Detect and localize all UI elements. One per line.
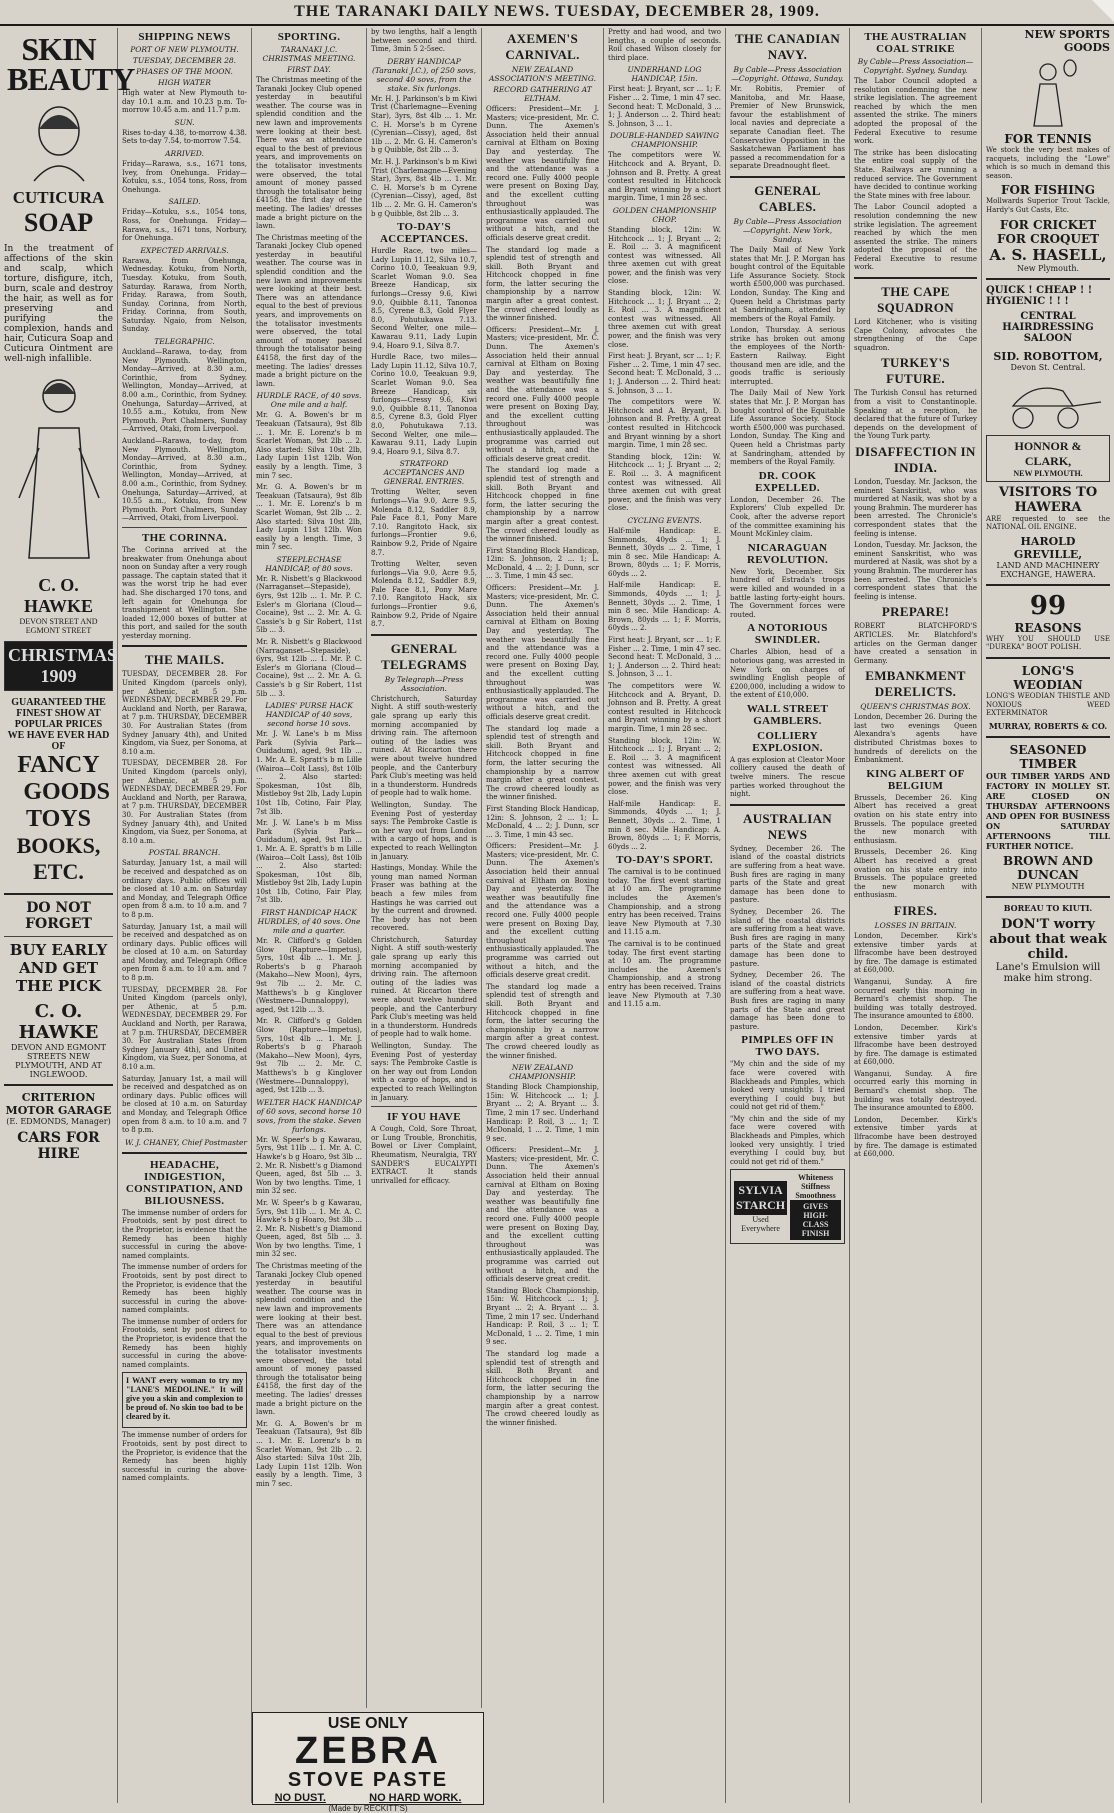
text-mails-more: TUESDAY, DECEMBER 28. For United Kingdom (parcels only), per Athenic, at 5 p.m. WEDNESDAY, DECEMBER 29. For Auckland and North, per Rarawa, at 7 p.m. THURSDAY, DECEMBER 30. For Australian States (from Sydney January 4th), and United Kingdom, via Suez, per Sonoma, at 8.10 a.m. [122, 985, 247, 1071]
text-mails-cont: TUESDAY, DECEMBER 28. For United Kingdom (parcels only), per Athenic, at 5 p.m. WEDNESDAY, DECEMBER 29. For Auckland and North, per Rarawa, at 7 p.m. THURSDAY, DECEMBER 30. For Australian States (from Sydney January 4th), and United Kingdom, via Suez, per Sonoma, at 8.10 a.m. [122, 759, 247, 845]
text-welter: Mr. W. Speer's b g Kawarau, 5yrs, 9st 11lb ... 1. Mr. A. C. Hawke's b g Hoaro, 9st 3lb ... 2. Mr. R. Nisbett's g Diamond Queen, aged, 8st 5lb ... 3. Won by two lengths. Time, 1 min 32 sec. [256, 1135, 362, 1196]
text-coal-strike-more: The Labor Council adopted a resolution condemning the new strike legislation. The agreement reached by which the men assented the strike. The miners adopted the proposal of the Federal Executive to resume work. [854, 203, 977, 272]
heading-king-albert: KING ALBERT OF BELGIUM [866, 767, 965, 792]
heading-pimples: PIMPLES OFF IN TWO DAYS. [741, 1034, 834, 1059]
divider [986, 736, 1110, 738]
figure-illustration [9, 368, 109, 568]
divider [730, 176, 845, 178]
ad-for-cricket: FOR CRICKET [999, 217, 1097, 232]
divider [730, 804, 845, 806]
subhead-ladies-purse: LADIES' PURSE HACK HANDICAP of 40 sovs, second horse 10 sovs. [265, 701, 353, 729]
column-9 [982, 28, 1114, 1803]
ad-longs-text: LONG'S WEODIAN THISTLE AND NOXIOUS WEED EXTERMINATOR [986, 691, 1110, 718]
ad-greville: HAROLD GREVILLE, [1013, 534, 1083, 561]
ad-longs-weodian: LONG'S WEODIAN [1013, 663, 1083, 692]
text-general-cables-2: London, Thursday. A serious strike has broken out among the employees of the North-Eastern Railway. Eight thousand men are idle, and the goods traffic is seriously interrupted. [730, 326, 845, 386]
text-derby: Mr. H. J. Parkinson's b m Kiwi Trist (Charlemagne—Evening Star), 3yrs, 8st 4lb ... 1. Mr. C. H. Morse's b m Cyrene (Cyrenian—Cissy), aged, 8st 1lb ... 2. Mr. G. H. Cameron's b g Quibble, 8st 2lb ... 3. [371, 94, 477, 155]
text-telegrams: Christchurch, Saturday Night. A stiff south-westerly gale sprang up early this morning accompanied by driving rain. The afternoon outing of the ladies was ruined. At Riccarton there were about twelve hundred people, and the Canterbury Park Club's meeting was held in a thunderstorm. Hundreds of people had to walk home. [371, 694, 477, 798]
subhead-derby: DERBY HANDICAP (Taranaki J.C.), of 250 sovs, second 40 sovs, from the stake. Six furlongs. [371, 56, 477, 93]
ad-christmas-heading: CHRISTMAS 1909 [8, 645, 118, 686]
text-fires-2: Wanganui, Sunday. A fire occurred early this morning in Bernard's chemist shop. The building was totally destroyed. The insurance amounted to £800. [854, 977, 977, 1021]
ad-zebra-no-hard-work: NO HARD WORK. [369, 1792, 462, 1804]
ad-cuticura [4, 185, 113, 241]
heading-india: DISAFFECTION IN INDIA. [855, 444, 976, 475]
text-australian-news-more: Sydney, December 26. The island of the coastal districts are suffering from a heat wave. Bush fires are raging in many parts of the State and great damage has been done to pasture. [730, 971, 845, 1031]
ad-99: 99 [1029, 590, 1067, 621]
text-ladies-purse: Mr. J. W. Lane's b m Miss Park (Sylvia Park—Ouidadum), aged, 9st 1lb ... 1. Mr. A. E. Spratt's b m Lille (Wairoa—Colt Lass), 8st 10lb ... 2. Also started: Spokesman, 10st 8lb, Mistleboy 9st 2lb, Lady Lupin 10st 1lb, Cotino, Fair Play, 7st 3lb. [256, 730, 362, 816]
ad-criterion: CRITERION MOTOR GARAGE [5, 1091, 112, 1117]
subhead-date: TUESDAY, DECEMBER 28. [132, 56, 237, 65]
ad-hasell-location: New Plymouth. [1016, 263, 1080, 273]
text-meeting-cont: The Christmas meeting of the Taranaki Jockey Club opened yesterday in beautiful weather. The course was in splendid condition and the new lawn and improvements were looking at their best. There was an attendance equal to the best of previous years, and improvements on the totalisator investments were observed, the total amount of money passed through the totalisator being £4158, the first day of the meeting. The ladies' dresses made a bright picture on the lawn. [256, 233, 362, 388]
subhead-cycling: CYCLING EVENTS. [627, 515, 702, 525]
carriage-illustration [993, 376, 1103, 431]
ad-christmas-text: GUARANTEED THE FINEST SHOW AT POPULAR PRICES WE HAVE EVER HAD OF [7, 697, 110, 752]
text-double-end: The competitors were W. Hitchcock and A. Bryant, D. Johnson and B. Pretty. A great contest resulted in Hitchcock and Bryant winning by a short margin. Time, 1 min 28 sec. [608, 682, 721, 733]
heading-fires: FIRES. [893, 902, 938, 918]
ad-sylvia-used: Used Everywhere [741, 1214, 780, 1233]
ad-visitors-hawera: VISITORS TO HAWERA [998, 484, 1098, 515]
heading-shipping: SHIPPING NEWS [138, 31, 231, 43]
subhead-welter: WELTER HACK HANDICAP of 60 sovs, second horse 10 sovs, from the stake. Seven furlongs. [256, 1097, 362, 1134]
text-telegraphic: Auckland—Rarawa, to-day, from New Plymouth. Wellington, Monday—Arrived, at 8.30 a.m., Corinthic, from Sydney. Wellington, Monday—Arrived, at 8.00 a.m., Corinthic, from Sydney. Onehunga, Saturday—Arrived, at 10.55 a.m., Kotuku, from New Plymouth. Port Chalmers, Sunday—Arrived, Otaki, from Liverpool. [122, 348, 247, 434]
text-double-sawing: The competitors were W. Hitchcock and A. Bryant, D. Johnson and B. Pretty. A great contest resulted in Hitchcock and Bryant winning by a short margin. Time, 1 min 28 sec. [608, 151, 721, 203]
column-8 [850, 28, 982, 1803]
ad-honnor-name: HONNOR & CLARK, [1014, 438, 1082, 468]
subhead-queens-box: QUEEN'S CHRISTMAS BOX. [860, 702, 971, 712]
subhead-stratford: STRATFORD ACCEPTANCES AND GENERAL ENTRIES. [383, 459, 465, 487]
divider [986, 657, 1110, 659]
subhead-hack-hurdles: FIRST HANDICAP HACK HURDLES, of 40 sovs. One mile and a quarter. [257, 908, 361, 936]
text-welter-cont: Mr. W. Speer's b g Kawarau, 5yrs, 9st 11lb ... 1. Mr. A. C. Hawke's b g Hoaro, 9st 3lb ... 2. Mr. R. Nisbett's g Diamond Queen, aged, 8st 5lb ... 3. Won by two lengths. Time, 1 min 32 sec. [256, 1198, 362, 1259]
subhead-sailed: SAILED. [168, 197, 201, 207]
text-sailed: Friday—Kotuku, s.s., 1054 tons, Ross, for Onehunga. Friday—Rarawa, s.s., 1671 tons, Norbury, for Onehunga. [122, 208, 247, 243]
text-axemen-end: Officers: President—Mr. J. Masters; vice-president, Mr. C. Dunn. The Axemen's Association held their annual carnival at Eltham on Boxing Day and yesterday. The weather was beautifully fine and the attendance was a record one. Fully 4000 people were present on Boxing Day, and the excellent cutting throughout was enthusiastically applauded. The programme was carried out without a hitch, and the officials deserve great credit. [486, 1146, 599, 1284]
text-top: Pretty and had wood, and two lengths, a couple of seconds. Roil chased Wilson closely for third place. [608, 28, 721, 62]
ad-hawke-addr2: EGMONT STREET [25, 626, 92, 635]
ad-do-not-forget: DO NOT FORGET [25, 900, 92, 932]
divider [122, 527, 247, 528]
ad-christmas [4, 641, 118, 691]
text-nicaragua: New York, December. Six hundred of Estrada's troops were killed and wounded in a battle lasting forty-eight hours. The Government forces were routed. [730, 567, 845, 619]
text-australian-news: Sydney, December 26. The island of the coastal districts are suffering from a heat wave. Bush fires are raging in many parts of the State and great damage has been done to pasture. [730, 844, 845, 905]
text-hurdles-more: Mr. G. A. Bowen's br m Teeakuan (Tatsaura), 9st 8lb ... 1. Mr. E. Lorenz's b m Scarlet Woman, 9st 2lb ... 2. Also started: Silva 10st 2lb, Lady Lupin 11st 12lb. Won easily by a length. Time, 3 min 7 sec. [256, 1419, 362, 1488]
ad-boreau: BOREAU TO KIUTI. [1003, 902, 1093, 913]
text-championship: Standing Block Championship, 15in: W. Hitchcock ... 1; J. Bryant ... 2; A. Bryant ... 3. Time, 2 min 17 sec. Underhand Handicap: P. Roil, 3 ... 1; T. McDonald, 1 ... 2. Time, 1 min 9 sec. [486, 1083, 599, 1143]
heading-headache: HEADACHE, INDIGESTION, CONSTIPATION, AND BILIOUSNESS. [125, 1158, 244, 1207]
text-losses-more: London, December. Kirk's extensive timber yards at Ilfracombe have been destroyed by fire. The damage is estimated at £60,000. [854, 1023, 977, 1067]
subhead-championship: NEW ZEALAND CHAMPIONSHIP. [509, 1063, 576, 1082]
text-cape-squadron: Lord Kitchener, who is visiting Cape Colony, advocates the strengthening of the Cape squadron. [854, 318, 977, 352]
text-telegrams-2: Wellington, Sunday. The Evening Post of yesterday says: The Pembroke Castle is on her way out from London with a cargo of hops, and is expected to reach Wellington in January. [371, 800, 477, 861]
column-1 [0, 28, 135, 1803]
column-7 [726, 28, 850, 1803]
ad-for-croquet: FOR CROQUET [996, 231, 1100, 246]
text-log-more: First heat: J. Bryant, scr ... 1; F. Fisher ... 2. Time, 1 min 47 sec. Second heat: T. McDonald, 3 ... 1; J. Anderson ... 2. Third heat: S. Johnson, 3 ... 1. [608, 352, 721, 395]
text-high-water: High water at New Plymouth to-day 10.1 a.m. and 10.23 p.m. To-morrow 10.45 a.m. and 11.7 p.m. [122, 89, 247, 115]
ad-murray-roberts: MURRAY, ROBERTS & CO. [988, 720, 1108, 731]
text-cycling-cont: Half-mile Handicap: E. Simmonds, 40yds ... 1; J. Bennett, 30yds ... 2. Time, 1 min 8 sec. Mile Handicap: A. Brown, 80yds ... 1; F. Morris, 60yds ... 2. [608, 581, 721, 633]
ad-sylvia-whiteness: Whiteness Stiffness Smoothness [795, 1173, 836, 1201]
text-stratford-cont: Trotting Welter, seven furlongs—Via 9.0, Acre 9.5, Molenda 8.12, Saddler 8.9, Pale Face 8.1, Pony Mare 7.10. Rangitoto Hack, six furlongs—Frontier 9.6, Rainbow 9.2, Pride of Ngaire 8.7. [371, 560, 477, 629]
text-telegrams-more-2: Wellington, Sunday. The Evening Post of yesterday says: The Pembroke Castle is on her way out from London with a cargo of hops, and is expected to reach Wellington in January. [371, 1042, 477, 1102]
ad-hawke-addr1: DEVON STREET AND [19, 617, 98, 626]
text-derby-cont: Mr. H. J. Parkinson's b m Kiwi Trist (Charlemagne—Evening Star), 3yrs, 8st 4lb ... 1. Mr. C. H. Morse's b m Cyrene (Cyrenian—Cissy), aged, 8st 1lb ... 2. Mr. G. H. Cameron's b g Quibble, 8st 2lb ... 3. [371, 157, 477, 218]
text-queens-box: London, December 26. During the last two evenings Queen Alexandra's agents have distributed Christmas boxes to hundreds of derelicts on the Embankment. [854, 713, 977, 765]
text-axemen-cont-2: The standard log made a splendid test of strength and skill. Both Bryant and Hitchcock chopped in fine form, the latter securing the championship by a narrow margin after a great contest. The crowd cheered loudly as the winner finished. [486, 466, 599, 544]
subhead-phases: PHASES OF THE MOON. [136, 67, 233, 76]
text-ladies-purse-cont: Mr. J. W. Lane's b m Miss Park (Sylvia Park—Ouidadum), aged, 9st 1lb ... 1. Mr. A. E. Spratt's b m Lille (Wairoa—Colt Lass), 8st 10lb ... 2. Also started: Spokesman, 10st 8lb, Mistleboy 9st 2lb, Lady Lupin 10st 1lb, Cotino, Fair Play, 7st 3lb. [256, 819, 362, 905]
heading-mails: THE MAILS. [144, 652, 225, 668]
text-postal: Saturday, January 1st, a mail will be received and despatched as on ordinary days. Public offices will be closed at 10 a.m. on Saturday and Monday, and Telegraph Office open from 8 a.m. to 10 a.m. and 7 to 8 p.m. [122, 859, 247, 919]
text-todays-sport: The carnival is to be continued today. The first event starting at 10 am. The programme includes the Axemen's Championship, and a strong entry has been received. Trains leave New Plymouth at 7.30 and 11.15 a.m. [608, 868, 721, 937]
text-axemen: Officers: President—Mr. J. Masters; vice-president, Mr. C. Dunn. The Axemen's Association held their annual carnival at Eltham on Boxing Day and yesterday. The weather was beautifully fine and the attendance was a record one. Fully 4000 people were present on Boxing Day, and the excellent cutting throughout was enthusiastically applauded. The programme was carried out without a hitch, and the officials deserve great credit. [486, 105, 599, 242]
heading-prepare: PREPARE! [881, 604, 950, 620]
ad-skin-beauty [4, 31, 135, 97]
heading-corinna: THE CORINNA. [142, 531, 227, 544]
ad-cuticura-text: In the treatment of affections of the skin and scalp, which torture, disfigure, itch, burn, scale and destroy the hair, as well as for preserving and purifying the complexion, hands and hair, Cuticura Soap and Cuticura Ointment are well-nigh infallible. [4, 244, 113, 364]
ad-hasell: A. S. HASELL, [989, 245, 1107, 264]
divider [371, 634, 477, 636]
ad-robottom: SID. ROBOTTOM, [993, 349, 1103, 363]
divider [854, 277, 977, 279]
text-golden-chop-cont: Standing block, 12in: W. Hitchcock ... 1; J. Bryant ... 2; E. Roil ... 3. A magnificent contest was witnessed. All three axemen cut with great power, and the finish was very close. [608, 289, 721, 349]
column-6 [604, 28, 726, 1803]
divider [122, 1152, 247, 1154]
text-swindler: Charles Albion, head of a notorious gang, was arrested in New York on charges of swindling English people of £200,000, including a widow to the extent of £10,000. [730, 648, 845, 700]
heading-australian-news: AUSTRALIAN NEWS [743, 810, 832, 842]
subhead-navy: By Cable—Press Association—Copyright. Ottawa, Sunday. [731, 65, 844, 83]
text-headache-end: The immense number of orders for Frootoids, sent by post direct to the Proprietor, is evidence that the Remedy has been highly successful in curing the above-named complaints. [122, 1431, 247, 1483]
ad-lanes-emulsion: Lane's Emulsion will make him strong. [995, 961, 1101, 984]
text-fires-more: Wanganui, Sunday. A fire occurred early this morning in Bernard's chemist shop. The building was totally destroyed. The insurance amounted to £800. [854, 1069, 977, 1113]
text-golden-more: Standing block, 12in: W. Hitchcock ... 1; J. Bryant ... 2; E. Roil ... 3. A magnificent contest was witnessed. All three axemen cut with great power, and the finish was very close. [608, 452, 721, 513]
text-axemen-more-2: The standard log made a splendid test of strength and skill. Both Bryant and Hitchcock chopped in fine form, the latter securing the championship by a narrow margin after a great contest. The crowd cheered loudly as the winner finished. [486, 724, 599, 802]
subhead-high-water: HIGH WATER [158, 78, 211, 87]
ad-for-tennis: FOR TENNIS [1004, 132, 1092, 146]
ad-visitors-text: ARE requested to see the NATIONAL OIL ENGINE. [986, 514, 1110, 532]
subhead-telegraphic: TELEGRAPHIC. [154, 337, 215, 347]
column-4 [367, 28, 482, 1708]
ad-seasoned-timber: SEASONED TIMBER [1009, 742, 1087, 771]
divider [986, 896, 1110, 898]
text-headache-cont: The immense number of orders for Frootoids, sent by post direct to the Proprietor, is evidence that the Remedy has been highly successful in curing the above-named complaints. [122, 1263, 247, 1315]
text-navy: Mr. Robitis, Premier of Manitoba, and Mr. Haase, Premier of New Brunswick, favour the establishment of local navies and depreciate a separate Canadian fleet. The Conservative Opposition in the Saskatchewan Parliament has passed a recommendation for a separate Dreadnought fleet. [730, 85, 845, 171]
subhead-arrived: ARRIVED. [165, 148, 204, 158]
ad-sylvia-name: SYLVIA STARCH [734, 1181, 787, 1215]
text-losses-end: London, December. Kirk's extensive timber yards at Ilfracombe have been destroyed by fire. The damage is estimated at £60,000. [854, 1115, 977, 1159]
heading-if-you-have: IF YOU HAVE [387, 1111, 461, 1124]
text-colliery: A gas explosion at Cleator Moor colliery caused the death of twelve miners. The rescue parties worked throughout the night. [730, 755, 845, 799]
ad-zebra-no-dust: NO DUST. [274, 1792, 326, 1804]
text-golden-chop: Standing block, 12in: W. Hitchcock ... 1; J. Bryant ... 2; E. Roil ... 3. A magnificent contest was witnessed. All three axemen cut with great power, and the finish was very close. [608, 225, 721, 286]
text-steeplechase: Mr. R. Nisbett's g Blackwood (Narraganset—Stepaside), 6yrs, 9st 12lb ... 1. Mr. P. C. Esler's m Gloriana (Cloud—Cocaine), 9st ... 2. Mr. A. G. Cassie's b g Sir Robert, 11st 5lb ... 3. [256, 574, 362, 635]
subhead-postal: POSTAL BRANCH. [148, 848, 221, 858]
text-turkeys-future: The Turkish Consul has returned from a visit to Constantinople. Speaking at a reception, he declared that the future of Turkey depends on the development of the Young Turk party. [854, 389, 977, 441]
divider [4, 1084, 113, 1086]
text-mails: TUESDAY, DECEMBER 28. For United Kingdom (parcels only), per Athenic, at 5 p.m. WEDNESDAY, DECEMBER 29. For Auckland and North, per Rarawa, at 7 p.m. THURSDAY, DECEMBER 30. For Australian States (from Sydney January 4th), and United Kingdom, via Suez, per Sonoma, at 8.10 a.m. [122, 670, 247, 756]
text-hack-hurdles-cont: Mr. R. Clifford's g Golden Glow (Rapture—Impetus), 5yrs, 10st 4lb ... 1. Mr. J. Roberts's b g Pharaoh (Makaho—New Moon), 4yrs, 9st 7lb ... 2. Mr. C. Matthews's b g Kinglover (Westmere—Dunnaloppy), aged, 9st 12lb ... 3. [256, 1017, 362, 1095]
text-axemen-more-4: Officers: President—Mr. J. Masters; vice-president, Mr. C. Dunn. The Axemen's Association held their annual carnival at Eltham on Boxing Day and yesterday. The weather was beautifully fine and the attendance was a record one. Fully 4000 people were present on Boxing Day, and the excellent cutting throughout was enthusiastically applauded. The programme was carried out without a hitch, and the officials deserve great credit. [486, 842, 599, 980]
ad-hawke [4, 572, 113, 638]
lady-portrait-illustration [14, 101, 104, 181]
ad-brown-location: NEW PLYMOUTH [1011, 881, 1085, 891]
text-acceptances: Hurdle Race, two miles—Lady Lupin 11.12, Silva 10.7, Corino 10.0, Teeakuan 9.9, Scarlet Woman 9.0. Sea Breeze Handicap, six furlongs—Cressy 9.6, Kiwi 9.0, Quibble 8.11, Tanonoa 8.5, Cyrene 8.3, Gold Flyer 8.0, Pohutukawa 7.13. Second Welter, one mile—Kawarau 9.11, Lady Lupin 9.4, Hoaro 9.1, Silva 8.7. [371, 247, 477, 350]
subhead-golden-chop: GOLDEN CHAMPIONSHIP CHOP. [612, 205, 717, 224]
divider [122, 645, 247, 647]
ad-tennis-text: We stock the very best makes of racquets, including the "Lowe" which is so much in demand this season. [986, 146, 1110, 180]
ad-honnor-clark [986, 435, 1110, 482]
ad-hawke-2: C. O. HAWKE [18, 1001, 99, 1043]
subhead-general-cables: By Cable—Press Association—Copyright. New York, Sunday. [733, 216, 842, 244]
heading-canadian-navy: THE CANADIAN NAVY. [734, 31, 841, 62]
ad-hawke-name: C. O. HAWKE [23, 575, 93, 616]
text-hurdles-cont: Mr. G. A. Bowen's br m Teeakuan (Tatsaura), 9st 8lb ... 1. Mr. E. Lorenz's b m Scarlet Woman, 9st 2lb ... 2. Also started: Silva 10st 2lb, Lady Lupin 11st 12lb. Won easily by a length. Time, 3 min 7 sec. [256, 483, 362, 552]
text-cycling-more: Half-mile Handicap: E. Simmonds, 40yds ... 1; J. Bennett, 30yds ... 2. Time, 1 min 8 sec. Mile Handicap: A. Brown, 80yds ... 1; F. Morris, 60yds ... 2. [608, 799, 721, 851]
subhead-double-sawing: DOUBLE-HANDED SAWING CHAMPIONSHIP. [609, 131, 719, 150]
ad-buy-early: BUY EARLY AND GET THE PICK [9, 941, 108, 995]
text-hack-hurdles: Mr. R. Clifford's g Golden Glow (Rapture—Impetus), 5yrs, 10st 4lb ... 1. Mr. J. Roberts's b g Pharaoh (Makaho—New Moon), 4yrs, 9st 7lb ... 2. Mr. C. Matthews's b g Kinglover (Westmere—Dunnaloppy), aged, 9st 12lb ... 3. [256, 937, 362, 1014]
heading-general-cables: GENERAL CABLES. [754, 182, 821, 214]
subhead-losses: LOSSES IN BRITAIN. [874, 920, 957, 930]
heading-colliery: COLLIERY EXPLOSION. [752, 729, 823, 754]
ad-sports-goods: NEW SPORTS GOODS [1024, 28, 1110, 54]
text-king-albert-cont: Brussels, December 26. King Albert has received a great ovation on his state entry into Brussels. The populace greeted the new monarch with enthusiasm. [854, 848, 977, 900]
text-pimples: "My chin and the side of my face were covered with Blackheads and Pimples, which looked very unsightly. I tried everything I could buy, but could not get rid of them." [730, 1060, 845, 1112]
ad-cars-for-hire: CARS FOR HIRE [17, 1130, 100, 1162]
ad-zebra-stove-paste [252, 1712, 484, 1813]
text-axemen-more: Officers: President—Mr. J. Masters; vice-president, Mr. C. Dunn. The Axemen's Association held their annual carnival at Eltham on Boxing Day and yesterday. The weather was beautifully fine and the attendance was a record one. Fully 4000 people were present on Boxing Day, and the excellent cutting throughout was enthusiastically applauded. The programme was carried out without a hitch, and the officials deserve great credit. [486, 584, 599, 721]
text-telegrams-3: Hastings, Monday. While the young man named Norman Fraser was bathing at the beach a few miles from Hastings he was carried out by the current and drowned. The body has not been recovered. [371, 864, 477, 933]
ad-hawke-2-addr: DEVON AND EGMONT STREETS NEW PLYMOUTH, AND AT INGLEWOOD. [10, 1043, 107, 1079]
text-expected: Rarawa, from Onehunga, Wednesday. Kotuku, from North, Tuesday. Kotuku, from South, Saturday. Rarawa, from North, Friday. Rarawa, from South, Sunday. Corinna, from North, Friday. Corinna, from South, Saturday. Ngaio, from Nelson, Sunday. [122, 256, 247, 334]
ad-sylvia-gives: GIVES HIGH-CLASS FINISH [790, 1200, 841, 1240]
ad-reasons-text: WHY YOU SHOULD USE "DUREKA" BOOT POLISH. [986, 634, 1110, 652]
text-axemen-more-5: The standard log made a splendid test of strength and skill. Both Bryant and Hitchcock chopped in fine form, the latter securing the championship by a narrow margin after a great contest. The crowd cheered loudly as the winner finished. [486, 982, 599, 1060]
text-arrived: Friday—Rarawa, s.s., 1671 tons, Ivey, from Onehunga. Friday—Kotuku, s.s., 1054 tons, Ross, from Onehunga. [122, 159, 247, 194]
ad-skin-heading: SKIN BEAUTY [7, 31, 135, 97]
ad-fancy-goods [4, 694, 113, 888]
text-dr-cook: London, December 26. The Explorers' Club expelled Dr. Cook, after the adverse report of the committee examining his Mount McKinley claim. [730, 495, 845, 539]
text-general-cables: The Daily Mail of New York states that Mr. J. P. Morgan has bought control of the Equitable Life Assurance Society. Stock worth £500,000 was purchased. London, Sunday. The King and Queen held a Christmas party at Sandringham, attended by members of the Royal Family. [730, 245, 845, 323]
divider [371, 1106, 477, 1107]
ad-greville-sub: LAND AND MACHINERY EXCHANGE, HAWERA. [996, 560, 1100, 579]
text-hurdles: Mr. G. A. Bowen's br m Teeakuan (Tatsaura), 9st 8lb ... 1. Mr. E. Lorenz's b m Scarlet Woman, 9st 2lb ... 2. Also started: Silva 10st 2lb, Lady Lupin 11st 12lb. Won easily by a length. Time, 3 min 7 sec. [256, 411, 362, 480]
heading-coal-strike: THE AUSTRALIAN COAL STRIKE [864, 31, 967, 55]
ad-zebra-maker: (Made by RECKITT'S) [328, 1804, 408, 1813]
text-telegraphic-cont: Auckland—Rarawa, to-day, from New Plymouth. Wellington, Monday—Arrived, at 8.30 a.m., Corinthic, from Sydney. Wellington, Monday—Arrived, at 8.00 a.m., Corinthic, from Sydney. Onehunga, Saturday—Arrived, at 10.55 a.m., Kotuku, from New Plymouth. Port Chalmers, Sunday—Arrived, Otaki, from Liverpool. [122, 437, 247, 523]
subhead-record: RECORD GATHERING AT ELTHAM. [493, 85, 592, 103]
text-meeting: The Christmas meeting of the Taranaki Jockey Club opened yesterday in beautiful weather. The course was in splendid condition and the new lawn and improvements were looking at their best. There was an attendance equal to the best of previous years, and improvements on the totalisator investments were observed, the total amount of money passed through the totalisator being £4158, the first day of the meeting. The ladies' dresses made a bright picture on the lawn. [256, 76, 362, 231]
column-5 [482, 28, 604, 1803]
heading-wall-street: WALL STREET GAMBLERS. [746, 702, 829, 727]
text-losses: London, December. Kirk's extensive timber yards at Ilfracombe have been destroyed by fire. The damage is estimated at £60,000. [854, 931, 977, 975]
subhead-telegrams: By Telegraph—Press Association. [384, 674, 464, 693]
text-general-cables-more: The Daily Mail of New York states that Mr. J. P. Morgan has bought control of the Equitable Life Assurance Society. Stock worth £500,000 was purchased. London, Sunday. The King and Queen held a Christmas party at Sandringham, attended by members of the Royal Family. [730, 389, 845, 467]
ad-brown-duncan: BROWN AND DUNCAN [1003, 853, 1093, 882]
heading-cape-squadron: THE CAPE SQUADRON [877, 284, 954, 316]
text-postal-more: Saturday, January 1st, a mail will be received and despatched as on ordinary days. Public offices will be closed at 10 a.m. on Saturday and Monday, and Telegraph Office open from 8 a.m. to 10 a.m. and 7 to 8 p.m. [122, 1074, 247, 1135]
text-axemen-2: The standard log made a splendid test of strength and skill. Both Bryant and Hitchcock chopped in fine form, the latter securing the championship by a narrow margin after a great contest. The crowd cheered loudly as the winner finished. [486, 245, 599, 323]
text-underhand-log: First heat: J. Bryant, scr ... 1; F. Fisher ... 2. Time, 1 min 47 sec. Second heat: T. McDonald, 3 ... 1; J. Anderson ... 2. Third heat: S. Johnson, 3 ... 1. [608, 85, 721, 128]
text-sun: Rises to-day 4.38, to-morrow 4.38. Sets to-day 7.54, to-morrow 7.54. [122, 128, 247, 146]
subhead-association: NEW ZEALAND ASSOCIATION'S MEETING. [489, 65, 596, 83]
ad-dont-worry: DON'T worry about that weak child. [989, 916, 1107, 962]
text-coal-strike-2: The strike has been dislocating the entire coal supply of the State. Railways are running a reduced service. The Government have decided to continue working the State mines with free labour. [854, 148, 977, 200]
ad-fancy: FANCY [17, 752, 100, 778]
heading-sporting: SPORTING. [277, 31, 341, 43]
text-corinna: The Corinna arrived at the breakwater from Onehunga about noon on Sunday after a very rough passage. The captain stated that it was the worst trip he had ever had. She discharged 170 tons, and left again for Onehunga for transhipment at Wellington. She loaded 12,000 boxes of butter at this port, and sailed for the south yesterday morning. [122, 545, 247, 640]
text-india-cont: London, Tuesday. Mr. Jackson, the eminent Sanskritist, who was murdered at Nasik, was shot by a young Brahmin. The murderer has been arrested. The Chronicle's correspondent states that the feeling is intense. [854, 541, 977, 601]
text-prepare: ROBERT BLATCHFORD'S ARTICLES. Mr. Blatchford's articles on the German danger have created a sensation in Germany. [854, 622, 977, 665]
text-axemen-more-3: First Standing Block Handicap, 12in: S. Johnson, 2 ... 1; L. McDonald, 4 ... 2; J. Dunn, scr ... 3. Time, 1 min 43 sec. [486, 804, 599, 839]
ad-reasons: REASONS [1014, 620, 1082, 635]
text-if-you-have: A Cough, Cold, Sore Throat, or Lung Trouble, Bronchitis, Bowel or Liver Complaint, Rheumatism, Neuralgia, TRY SANDER'S EUCALYPTI EXTRACT. It stands unrivalled for efficacy. [371, 1125, 477, 1185]
divider [4, 893, 113, 895]
heading-nicaragua: NICARAGUAN REVOLUTION. [746, 541, 828, 566]
tennis-player-illustration [1018, 58, 1078, 128]
subhead-underhand-log: UNDERHAND LOG HANDICAP, 15in. [627, 65, 702, 84]
subhead-sun: SUN. [174, 117, 195, 127]
postmaster-signature: W. J. CHANEY, Chief Postmaster [125, 1137, 247, 1147]
heading-dr-cook: DR. COOK EXPELLED. [755, 469, 820, 494]
text-king-albert: Brussels, December 26. King Albert has received a great ovation on his state entry into Brussels. The populace greeted the new monarch with enthusiasm. [854, 793, 977, 845]
subhead-first-day: FIRST DAY. [287, 65, 331, 74]
text-axemen-end-2: The standard log made a splendid test of strength and skill. Both Bryant and Hitchcock chopped in fine form, the latter securing the championship by a narrow margin after a great contest. The crowd cheered loudly as the winner finished. [486, 1349, 599, 1427]
masthead: THE TARANAKI DAILY NEWS. TUESDAY, DECEMBER 28, 1909. [0, 0, 1114, 26]
text-postal-cont: Saturday, January 1st, a mail will be received and despatched as on ordinary days. Public offices will be closed at 10 a.m. on Saturday and Monday, and Telegraph Office open from 8 a.m. to 10 a.m. and 7 to 8 p.m. [122, 922, 247, 983]
text-cycling: Half-mile Handicap: E. Simmonds, 40yds ... 1; J. Bennett, 30yds ... 2. Time, 1 min 8 sec. Mile Handicap: A. Brown, 80yds ... 1; F. Morris, 60yds ... 2. [608, 526, 721, 578]
column-3 [252, 28, 367, 1708]
ad-soap-word: SOAP [23, 208, 94, 237]
ad-goods: GOODS [23, 779, 110, 805]
text-acceptances-cont: Hurdle Race, two miles—Lady Lupin 11.12, Silva 10.7, Corino 10.0, Teeakuan 9.9, Scarlet Woman 9.0. Sea Breeze Handicap, six furlongs—Cressy 9.6, Kiwi 9.0, Quibble 8.11, Tanonoa 8.5, Cyrene 8.3, Gold Flyer 8.0, Pohutukawa 7.13. Second Welter, one mile—Kawarau 9.11, Lady Lupin 9.4, Hoaro 9.1, Silva 8.7. [371, 353, 477, 456]
heading-axemens-carnival: AXEMEN'S CARNIVAL. [505, 31, 580, 62]
text-continued: by two lengths, half a length between second and third. Time, 3min 5 2-5sec. [371, 28, 477, 54]
text-pimples-cont: "My chin and the side of my face were covered with Blackheads and Pimples, which looked very unsightly. I tried everything I could buy, but could not get rid of them." [730, 1114, 845, 1166]
ad-sylvia-starch [730, 1169, 845, 1244]
subhead-coal-strike: By Cable—Press Association—Copyright. Sydney, Sunday. [857, 57, 974, 75]
ad-cuticura-word: CUTICURA [12, 188, 105, 207]
subhead-steeplechase: STEEPLECHASE HANDICAP, of 80 sovs. [265, 554, 353, 573]
text-headache-more: The immense number of orders for Frootoids, sent by post direct to the Proprietor, is evidence that the Remedy has been highly successful in curing the above-named complaints. [122, 1317, 247, 1369]
text-telegrams-more: Christchurch, Saturday Night. A stiff south-westerly gale sprang up early this morning accompanied by driving rain. The afternoon outing of the ladies was ruined. At Riccarton there were about twelve hundred people, and the Canterbury Park Club's meeting was held in a thunderstorm. Hundreds of people had to walk home. [371, 935, 477, 1039]
subhead-expected: EXPECTED ARRIVALS. [140, 245, 229, 255]
heading-embankment: EMBANKMENT DERELICTS. [865, 668, 966, 700]
text-double-more: The competitors were W. Hitchcock and A. Bryant, D. Johnson and B. Pretty. A great contest resulted in Hitchcock and Bryant winning by a short margin. Time, 1 min 28 sec. [608, 398, 721, 450]
text-steeplechase-cont: Mr. R. Nisbett's g Blackwood (Narraganset—Stepaside), 6yrs, 9st 12lb ... 1. Mr. P. C. Esler's m Gloriana (Cloud—Cocaine), 9st ... 2. Mr. A. G. Cassie's b g Sir Robert, 11st 5lb ... 3. [256, 638, 362, 698]
ad-central-hairdressing: CENTRAL HAIRDRESSING SALOON [1002, 310, 1094, 344]
ad-seasoned-text: OUR TIMBER YARDS AND FACTORY IN MOLLEY ST. ARE CLOSED ON THURSDAY AFTERNOONS AND OPEN FOR BUSINESS ON SATURDAY AFTERNOONS TILL FURTHER NOTICE. [986, 770, 1110, 851]
text-axemen-3: First Standing Block Handicap, 12in: S. Johnson, 2 ... 1; L. McDonald, 4 ... 2; J. Dunn, scr ... 3. Time, 1 min 43 sec. [486, 546, 599, 581]
heading-turkeys-future: TURKEY'S FUTURE. [881, 355, 950, 387]
text-headache: The immense number of orders for Frootoids, sent by post direct to the Proprietor, is evidence that the Remedy has been highly successful in curing the above-named complaints. [122, 1208, 247, 1260]
heading-general-telegrams: GENERAL TELEGRAMS [381, 640, 467, 672]
subhead-port: PORT OF NEW PLYMOUTH. [130, 45, 239, 54]
ad-criterion-sub: (E. EDMONDS, Manager) [6, 1117, 111, 1126]
ad-fishing-text: Mollwards Superior Trout Tackle, Hardy's Gut Casts, Etc. [986, 197, 1110, 214]
subhead-hurdles: HURDLE RACE, of 40 sovs. One mile and a half. [256, 391, 362, 410]
ad-toys: TOYS [26, 806, 91, 832]
ad-books: BOOKS, ETC. [16, 833, 101, 884]
subhead-meeting: TARANAKI J.C. CHRISTMAS MEETING. [262, 45, 356, 63]
text-todays-sport-cont: The carnival is to be continued today. The first event starting at 10 am. The programme includes the Axemen's Championship, and a strong entry has been received. Trains leave New Plymouth at 7.30 and 11.15 a.m. [608, 940, 721, 1009]
divider [4, 936, 113, 937]
heading-acceptances: TO-DAY'S ACCEPTANCES. [379, 221, 469, 246]
column-2 [118, 28, 252, 1803]
ad-zebra-stove-paste-word: STOVE PASTE [287, 1769, 449, 1791]
text-meeting-more: The Christmas meeting of the Taranaki Jockey Club opened yesterday in beautiful weather. The course was in splendid condition and the new lawn and improvements were looking at their best. There was an attendance equal to the best of previous years, and improvements on the totalisator investments were observed, the total amount of money passed through the totalisator being £4158, the first day of the meeting. The ladies' dresses made a bright picture on the lawn. [256, 1262, 362, 1417]
ad-zebra-word: ZEBRA [295, 1730, 441, 1772]
ad-lanes-text: I WANT every woman to try my "LANE'S MEDOLINE." It will give you a skin and complexion to be proud of. No skin too bad to be cleared by it. [126, 1376, 243, 1422]
text-log-end: First heat: J. Bryant, scr ... 1; F. Fisher ... 2. Time, 1 min 47 sec. Second heat: T. McDonald, 3 ... 1; J. Anderson ... 2. Third heat: S. Johnson, 3 ... 1. [608, 636, 721, 679]
divider [986, 584, 1110, 586]
ad-zebra-use-only: USE ONLY [327, 1715, 409, 1732]
ad-for-fishing: FOR FISHING [1000, 183, 1096, 198]
text-stratford: Trotting Welter, seven furlongs—Via 9.0, Acre 9.5, Molenda 8.12, Saddler 8.9, Pale Face 8.1, Pony Mare 7.10. Rangitoto Hack, six furlongs—Frontier 9.6, Rainbow 9.2, Pride of Ngaire 8.7. [371, 488, 477, 557]
heading-todays-sport: TO-DAY'S SPORT. [616, 854, 713, 867]
ad-honnor-location: NEW PLYMOUTH. [1013, 468, 1083, 478]
text-india: London, Tuesday. Mr. Jackson, the eminent Sanskritist, who was murdered at Nasik, was shot by a young Brahmin. The murderer has been arrested. The Chronicle's correspondent states that the feeling is intense. [854, 478, 977, 538]
text-championship-cont: Standing Block Championship, 15in: W. Hitchcock ... 1; J. Bryant ... 2; A. Bryant ... 3. Time, 2 min 17 sec. Underhand Handicap: P. Roil, 3 ... 1; T. McDonald, 1 ... 2. Time, 1 min 9 sec. [486, 1286, 599, 1347]
text-axemen-cont: Officers: President—Mr. J. Masters; vice-president, Mr. C. Dunn. The Axemen's Association held their annual carnival at Eltham on Boxing Day and yesterday. The weather was beautifully fine and the attendance was a record one. Fully 4000 people were present on Boxing Day, and the excellent cutting throughout was enthusiastically applauded. The programme was carried out without a hitch, and the officials deserve great credit. [486, 325, 599, 463]
ad-robottom-address: Devon St. Central. [1010, 362, 1086, 372]
text-coal-strike: The Labor Council adopted a resolution condemning the new strike legislation. The agreement reached by which the men assented the strike. The miners adopted the proposal of the Federal Executive to resume work. [854, 77, 977, 146]
ad-quick-cheap: QUICK ! CHEAP ! ! HYGIENIC ! ! ! [986, 284, 1093, 307]
heading-swindler: A NOTORIOUS SWINDLER. [747, 622, 828, 647]
divider [986, 278, 1110, 280]
text-australian-news-cont: Sydney, December 26. The island of the coastal districts are suffering from a heat wave. Bush fires are raging in many parts of the State and great damage has been done to pasture. [730, 908, 845, 968]
text-golden-end: Standing block, 12in: W. Hitchcock ... 1; J. Bryant ... 2; E. Roil ... 3. A magnificent contest was witnessed. All three axemen cut with great power, and the finish was very close. [608, 736, 721, 797]
ad-lanes-medoline [122, 1372, 247, 1428]
